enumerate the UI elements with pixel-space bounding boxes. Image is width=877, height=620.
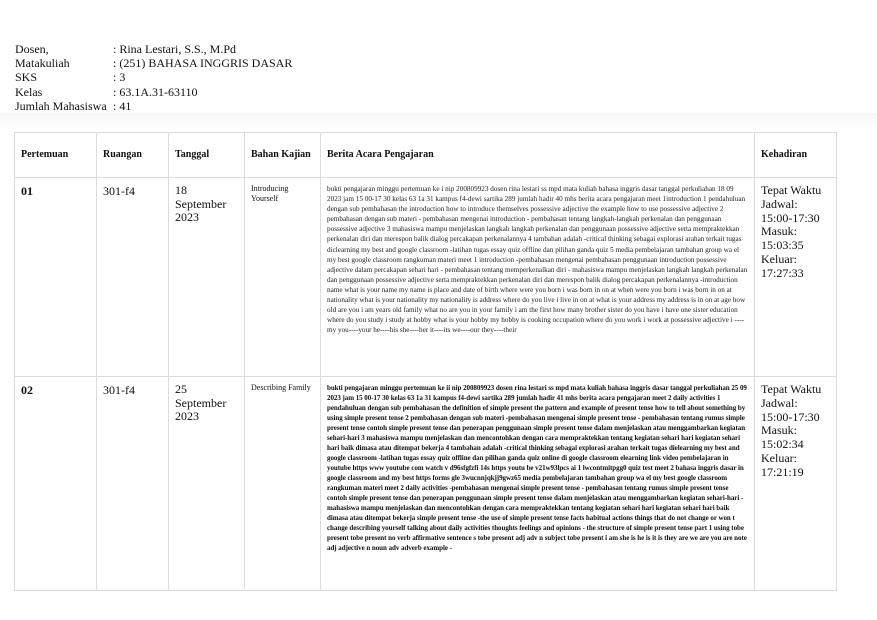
check-out-label: Keluar:	[761, 251, 797, 266]
info-row-matakuliah	[15, 56, 292, 70]
teaching-record-table	[14, 132, 837, 591]
check-out-label: Keluar:	[761, 450, 797, 465]
check-in-value: 15:02:34	[761, 437, 804, 452]
topic: Describing Family	[245, 377, 321, 591]
info-row-kelas	[15, 85, 292, 99]
check-in-value: 15:03:35	[761, 238, 804, 253]
header-ruangan: Ruangan	[97, 133, 169, 178]
header-tanggal: Tanggal	[169, 133, 245, 178]
jumlah-value: : 41	[113, 98, 132, 113]
sks-value: : 3	[113, 70, 126, 85]
check-in-label: Masuk:	[761, 423, 797, 438]
dosen-value: : Rina Lestari, S.S., M.Pd	[113, 42, 237, 56]
course-info	[15, 42, 292, 113]
matakuliah-label: Matakuliah	[15, 56, 70, 71]
attendance-status: Tepat Waktu	[761, 382, 822, 396]
dosen-label: Dosen,	[15, 42, 49, 56]
schedule-label: Jadwal:	[761, 395, 798, 410]
date: 18 September 2023	[169, 178, 245, 377]
meeting-number: 01	[15, 178, 97, 377]
info-row-sks	[15, 70, 292, 84]
schedule-value: 15:00-17:30	[761, 210, 820, 225]
table-row	[15, 178, 837, 377]
meeting-number: 02	[15, 377, 97, 591]
divider-strip	[0, 113, 877, 130]
table-header-row	[15, 133, 837, 178]
header-bahan-kajian: Bahan Kajian	[245, 133, 321, 178]
check-out-value: 17:21:19	[761, 464, 804, 479]
schedule-value: 15:00-17:30	[761, 409, 820, 424]
sks-label: SKS	[15, 70, 38, 85]
header-pertemuan: Pertemuan	[15, 133, 97, 178]
room: 301-f4	[97, 178, 169, 377]
matakuliah-value: : (251) BAHASA INGGRIS DASAR	[113, 56, 293, 71]
attendance	[755, 178, 837, 377]
room: 301-f4	[97, 377, 169, 591]
kelas-label: Kelas	[15, 84, 43, 99]
teaching-report: bukti pengajaran minggu pertemuan ke i nip 200809923 dosen rina lestari ss mpd mata kuliah bahasa inggris dasar tanggal perkuliahan 18 09 2023 jam 15 00-17 30 kelas 63 1a 31 kampus f4-dewi sartika 289 jumlah hadir 40 mhs berita acara pengajaran meet 1introduction 1 pendahuluan dengan sub pembahasan the introduction how to introduce themselves possessive adjective the example how to use possessive adjective 2 pembahasan dengan sub materi - pembahasan mengenai introduction - pembahasan tentang langkah-langkah perkenalan dan penggunaan possessive adjective 3 mahasiswa mampu menjelaskan langkah langkah perkenalan dan penggunaan possessive adjective serta mempraktekkan perkenalan diri dan merespon balik dialog percakapan perkenalannya 4 tambahan adalah -critical thinking sebagai explorasi arahan terkait tugas diclearning my best and google classroom -latihan tugas essay quiz offline dan pilihan ganda quiz 5 media pembelajaran tambahan group wa el my best google classroom rangkuman materi meet 1 introduction -pembahasan mengenai pembahasan penggunaan introduction possessive adjective dalam percakapan sehari hari - pembahasan tentang memperkenalkan diri - mahasiswa mampu menjelaskan langkah langkah perkenalan dan penggunaan possessive adjective serta mempraktekkan perkenalan diri dan merespon balik dialog percakapan perkenalannya -introduction name what is your name my name is place and date of birth where were you born i was born in on at when were you born i was born in on at nationality what is your nationality my nationality is address where do you live i live in on at what is your address my address is in on at age how old are you i am years old family what no are you in your family i am the first how many brother sister do you have i have one sister education where do you study i study at hobby what is your hobby my hobby is cooking occupation where do you work i work at possessive adjective i ---- my you----your he----his she----her it----its we----our they----their	[321, 178, 755, 377]
info-row-dosen	[15, 42, 292, 56]
header-berita-acara: Berita Acara Pengajaran	[321, 133, 755, 178]
header-kehadiran: Kehadiran	[755, 133, 837, 178]
table-row	[15, 377, 837, 591]
check-in-label: Masuk:	[761, 224, 797, 239]
attendance	[755, 377, 837, 591]
attendance-status: Tepat Waktu	[761, 183, 822, 197]
topic: Introducing Yourself	[245, 178, 321, 377]
teaching-report: bukti pengajaran minggu pertemuan ke ii nip 200809923 dosen rina lestari ss mpd mata kuliah bahasa inggris dasar tanggal perkuliahan 25 09 2023 jam 15 00-17 30 kelas 63 1a 31 kampus f4-dewi sartika 289 jumlah hadir 41 mhs berita acara pengajaran meet 2 daily activities 1 pendahuluan dengan sub pembahasan the definition of simple present the pattern and example of present tense how to tell about something by using simple present tense 2 pembahasan dengan sub materi -pembahasan mengenai simple present tense - pembahasan tentang rumus simple present tense contoh simple present tense dan penerapan penggunaan simple present tense dalam menjelaskan atau menggambarkan kegiatan sehari-hari 3 mahasiswa mampu menjelaskan dan mencontohkan dengan cara mempraktekkan tentang kegiatan sehari hari kegiatan sehari hari baik dimasa atau ditempat bekerja 4 tambahan adalah -critical thinking sebagai explorasi arahan terkait tugas dielearning my best and google classroom -latihan tugas essay quiz offline dan pilihan ganda quiz online di google classroom elearning link video pembelajaran in youtube https www youtube com watch v d96sfgfzfi 14s https youtu be v21w93lpcs ai 1 lwcontmitpgg0 quiz test meet 2 bahasa inggris dasar in google classroom and my best https forms gle 3wucnnjqkjj9gwz65 media pembelajaran tambahan group wa el my best google classroom rangkuman materi meet 2 daily activities -pembahasan mengenai simple present tense - pembahasan tentang rumus simple present tense contoh simple present tense dan penerapan penggunaan simple present tense dalam menjelaskan atau menggambarkan kegiatan sehari-hari - mahasiswa mampu menjelaskan dan mencontohkan dengan cara mempraktekkan tentang kegiatan sehari hari kegiatan sehari hari baik dimasa atau ditempat bekerja simple present tense -the use of simple present tense facts habitual actions things that do not change or won t change describing yourself talking about daily activities thoughts feelings and opinions - the structure of simple present tense part 1 using tobe present tobe present no verb affirmative sentence s tobe present adj adv n subject tobe present i am she is he is it is they are we are you are note adj adjective n noun adv adverb example -	[321, 377, 755, 591]
schedule-label: Jadwal:	[761, 196, 798, 211]
kelas-value: : 63.1A.31-63110	[113, 84, 198, 99]
check-out-value: 17:27:33	[761, 265, 804, 280]
date: 25 September 2023	[169, 377, 245, 591]
info-row-jumlah	[15, 99, 292, 113]
jumlah-label: Jumlah Mahasiswa	[15, 98, 107, 113]
